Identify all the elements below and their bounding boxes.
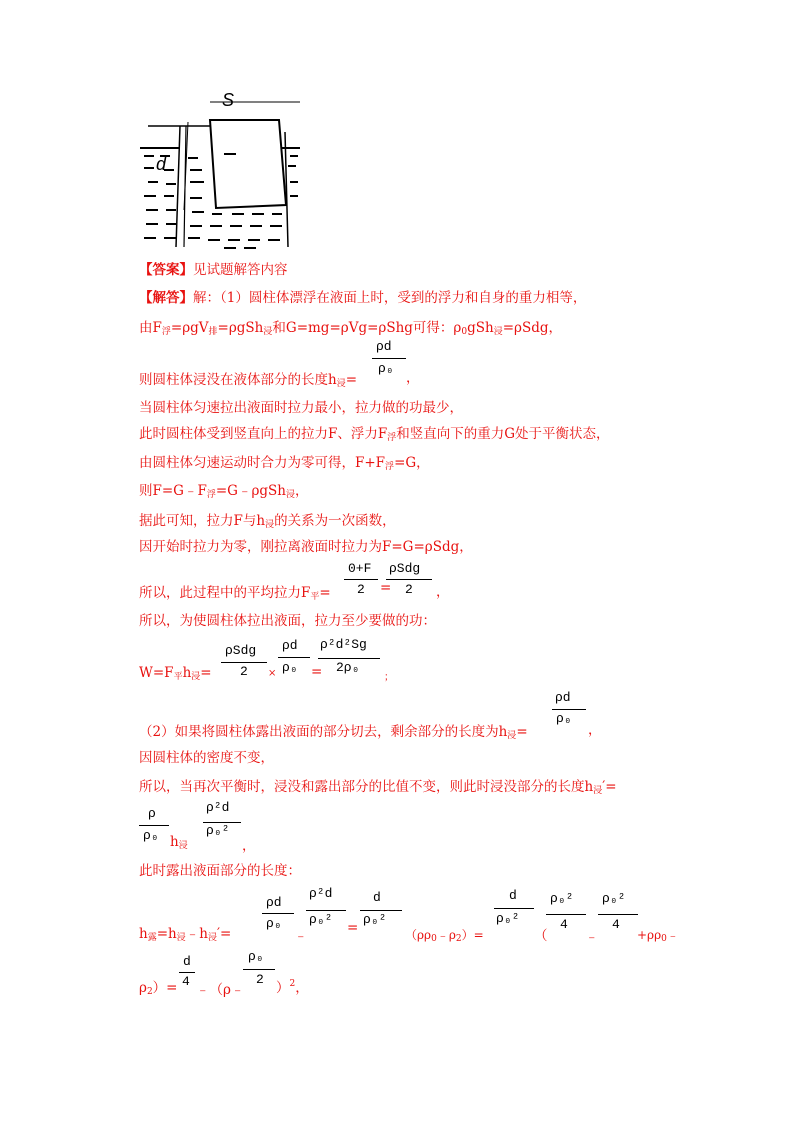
- fraction-numerator: ρ₀: [248, 949, 264, 964]
- subscript: 浮: [387, 433, 397, 443]
- fraction-bar: [306, 910, 346, 911]
- subscript: 浮: [385, 462, 395, 472]
- fraction-numerator: ρd: [282, 638, 298, 653]
- text: [276, 976, 309, 996]
- fraction-numerator: ρ²d: [206, 800, 230, 815]
- text: gSh: [467, 320, 494, 336]
- superscript: 2: [289, 979, 296, 989]
- fraction-bar: [262, 913, 294, 914]
- text: ﹣ρ: [436, 928, 456, 942]
- subscript: 浸: [507, 731, 517, 741]
- solution-line-10: [139, 581, 331, 601]
- solution-line-13: [139, 720, 528, 740]
- subscript: 0: [461, 327, 468, 337]
- fraction-bar: [278, 657, 310, 658]
- subscript: 浸: [285, 490, 295, 500]
- text: =: [347, 920, 359, 936]
- text: ﹣（ρ﹣: [196, 982, 245, 998]
- fraction-numerator: ρ₀²: [602, 891, 626, 906]
- solution-line-12: [139, 665, 212, 681]
- text: =: [311, 664, 323, 680]
- text: 由F: [139, 320, 162, 336]
- text: ﹣: [294, 928, 308, 944]
- solution-line-5: [139, 422, 610, 442]
- subscript: 平: [310, 592, 320, 602]
- subscript: 露: [147, 933, 157, 943]
- text: =G﹣ρgSh: [215, 483, 286, 499]
- text: =: [516, 724, 528, 740]
- solution-label: 【解答】: [139, 290, 193, 306]
- fraction-numerator: d: [373, 890, 381, 905]
- text: =G，: [394, 455, 430, 471]
- subscript: 0: [661, 934, 667, 944]
- solution-line-19: [139, 976, 177, 996]
- text: h: [170, 834, 179, 850]
- fraction-denominator: 2ρ₀: [336, 660, 360, 675]
- fraction-numerator: d: [183, 954, 191, 969]
- subscript: 浸: [593, 786, 603, 796]
- text: 解：（1）圆柱体漂浮在液面上时，受到的浮力和自身的重力相等，: [193, 290, 587, 306]
- fraction-denominator: ρ₀: [266, 916, 282, 931]
- fraction-bar: [546, 914, 586, 915]
- fraction-numerator: ρ: [148, 806, 156, 821]
- subscript: 排: [208, 327, 218, 337]
- fraction-bar: [494, 908, 534, 909]
- fraction-denominator: 2: [357, 582, 365, 597]
- subscript: 浸: [191, 672, 201, 682]
- fraction-denominator: 2: [240, 664, 248, 679]
- fraction-denominator: 4: [612, 917, 620, 932]
- text: 据此可知，拉力F与h: [139, 513, 266, 529]
- subscript: 平: [173, 672, 183, 682]
- solution-line-7: [139, 479, 309, 499]
- text: ，: [295, 980, 309, 996]
- text: =h: [156, 926, 177, 942]
- text: 和竖直向下的重力G处于平衡状态，: [396, 426, 610, 442]
- subscript: 0: [431, 934, 437, 944]
- text: =: [380, 580, 392, 596]
- fraction-denominator: 2: [405, 582, 413, 597]
- solution-line-11: 所以，为使圆柱体拉出液面，拉力至少要做的功：: [139, 613, 436, 629]
- fraction-bar: [243, 969, 275, 970]
- text: 则F=G﹣F: [139, 483, 207, 499]
- fraction-numerator: ρd: [555, 690, 571, 705]
- subscript: 浸: [263, 327, 273, 337]
- text: ，: [406, 370, 420, 386]
- fraction-numerator: ρd: [376, 339, 392, 354]
- solution-line-4: 当圆柱体匀速拉出液面时拉力最小，拉力做的功最少，: [139, 400, 463, 416]
- text: W=F: [139, 665, 174, 681]
- fraction-denominator: ρ₀: [143, 828, 159, 843]
- fraction-denominator: ρ₀: [282, 660, 298, 675]
- fraction-denominator: 4: [182, 974, 190, 989]
- fraction-numerator: ρ²d: [309, 886, 333, 901]
- subscript: 浸: [493, 327, 503, 337]
- answer-label: 【答案】: [139, 262, 193, 278]
- solution-line-3: [139, 368, 357, 388]
- text: ′=: [602, 779, 617, 795]
- subscript: 浮: [161, 327, 171, 337]
- text: =ρgSh: [217, 320, 264, 336]
- fraction-bar: [221, 662, 267, 663]
- figure: [140, 92, 300, 252]
- fraction-numerator: 0+F: [348, 561, 372, 576]
- fraction-numerator: ρd: [266, 895, 282, 910]
- fraction-denominator: ρ₀: [556, 711, 572, 726]
- subscript: 浸: [176, 933, 186, 943]
- text: 的关系为一次函数，: [274, 513, 396, 529]
- text: ﹣: [585, 929, 599, 945]
- fraction-denominator: 4: [560, 917, 568, 932]
- text: ，: [295, 483, 309, 499]
- text: 此时圆柱体受到竖直向上的拉力F、浮力F: [139, 426, 388, 442]
- text: （ρρ: [405, 928, 432, 942]
- text: 则圆柱体浸没在液体部分的长度h: [139, 372, 337, 388]
- fraction-bar: [344, 579, 378, 580]
- text: ）=: [152, 980, 178, 996]
- text: ′=: [216, 926, 232, 942]
- text: ，: [588, 722, 602, 738]
- solution-line-15: [139, 775, 617, 795]
- subscript: 浮: [206, 490, 216, 500]
- solution-line-18: [139, 922, 231, 942]
- fraction-denominator: 2: [256, 972, 264, 987]
- fraction-numerator: ρSdg: [225, 643, 257, 658]
- fraction-bar: [598, 914, 638, 915]
- subscript: 2: [146, 987, 153, 997]
- fraction-bar: [139, 825, 169, 826]
- text: 和G=mg=ρVg=ρShg可得：ρ: [272, 320, 462, 336]
- fraction-numerator: ρ₀²: [550, 891, 574, 906]
- fraction-denominator: ρ₀: [378, 361, 394, 376]
- solution-line-9: 因开始时拉力为零，刚拉离液面时拉力为F=G=ρSdg，: [139, 539, 473, 555]
- text: [637, 926, 679, 943]
- solution-line-17: 此时露出液面部分的长度：: [139, 863, 301, 879]
- text: ρ: [139, 980, 147, 996]
- text: =: [319, 585, 331, 601]
- text: ）: [276, 980, 290, 996]
- fraction-denominator: ρ₀²: [309, 912, 333, 927]
- text: 由圆柱体匀速运动时合力为零可得，F+F: [139, 455, 386, 471]
- text: 所以，此过程中的平均拉力F: [139, 585, 311, 601]
- text: +ρρ: [637, 928, 662, 942]
- subscript: 2: [455, 934, 462, 944]
- label-s: S: [222, 90, 235, 110]
- text: ，: [242, 838, 256, 854]
- text: =ρSdg，: [502, 320, 562, 336]
- solution-line-16: [170, 834, 188, 850]
- text: ；: [384, 672, 394, 683]
- answer-text: 见试题解答内容: [193, 262, 288, 278]
- solution-line-6: [139, 451, 430, 471]
- fraction-bar: [360, 910, 402, 911]
- solution-line-1: [139, 286, 586, 306]
- fraction-denominator: ρ₀²: [363, 912, 387, 927]
- text: ﹣: [666, 928, 679, 942]
- fraction-denominator: ρ₀²: [206, 823, 230, 838]
- fraction-bar: [386, 579, 432, 580]
- solution-line-2: [139, 316, 562, 336]
- text: =: [345, 372, 358, 388]
- subscript: 浸: [207, 933, 217, 943]
- text: [405, 926, 484, 943]
- text: 所以，当再次平衡时，浸没和露出部分的比值不变，则此时浸没部分的长度h: [139, 779, 594, 795]
- answer-line: [139, 258, 288, 278]
- fraction-denominator: ρ₀²: [496, 911, 520, 926]
- text: （: [534, 928, 548, 944]
- subscript: 浸: [336, 379, 346, 389]
- fraction-bar: [372, 358, 406, 359]
- text: h: [139, 926, 148, 942]
- fraction-bar: [552, 709, 586, 710]
- fraction-numerator: ρSdg: [389, 561, 421, 576]
- fraction-bar: [179, 972, 195, 973]
- text: =ρgV: [170, 320, 209, 336]
- text: =: [200, 665, 212, 681]
- solution-line-14: 因圆柱体的密度不变，: [139, 750, 274, 766]
- text: ﹣h: [185, 926, 208, 942]
- text: h: [182, 665, 192, 681]
- fraction-numerator: ρ²d²Sg: [320, 637, 367, 652]
- text: （2）如果将圆柱体露出液面的部分切去，剩余部分的长度为h: [139, 724, 508, 740]
- label-d: d: [156, 154, 167, 174]
- text: ）=: [461, 928, 484, 942]
- text: ×: [268, 668, 277, 679]
- fraction-bar: [318, 658, 380, 659]
- fraction-numerator: d: [509, 888, 517, 903]
- subscript: 浸: [265, 520, 275, 530]
- solution-line-8: [139, 509, 396, 529]
- text: ，: [436, 584, 450, 600]
- subscript: 浸: [178, 841, 188, 851]
